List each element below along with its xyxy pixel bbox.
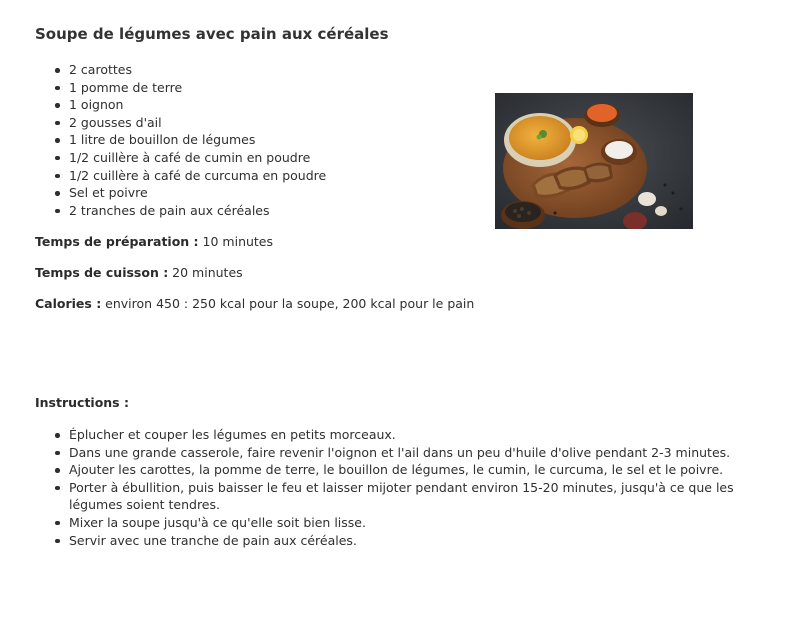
prep-time: [35, 234, 273, 249]
calories-value: environ 450 : 250 kcal pour la soupe, 200 kcal pour le pain: [101, 296, 475, 311]
ingredient-item: 1/2 cuillère à café de cumin en poudre: [35, 149, 455, 167]
cook-time: [35, 265, 243, 280]
ingredient-item: 1 pomme de terre: [35, 79, 455, 97]
ingredient-item: 2 gousses d'ail: [35, 114, 455, 132]
calories-label: Calories :: [35, 296, 102, 311]
ingredient-item: 1 oignon: [35, 96, 455, 114]
ingredient-item: Sel et poivre: [35, 184, 455, 202]
instruction-step: Éplucher et couper les légumes en petits morceaux.: [35, 426, 765, 444]
recipe-title: Soupe de légumes avec pain aux céréales: [35, 25, 389, 43]
ingredient-item: 1 litre de bouillon de légumes: [35, 131, 455, 149]
cook-time-label: Temps de cuisson :: [35, 265, 169, 280]
ingredient-item: 1/2 cuillère à café de curcuma en poudre: [35, 167, 455, 185]
ingredient-item: 2 carottes: [35, 61, 455, 79]
instruction-list: [35, 426, 765, 549]
instruction-step: Mixer la soupe jusqu'à ce qu'elle soit bien lisse.: [35, 514, 765, 532]
instruction-step: Servir avec une tranche de pain aux céréales.: [35, 532, 765, 550]
soup-photo: [495, 93, 693, 229]
calories: [35, 296, 474, 311]
ingredient-list: [35, 61, 455, 219]
instruction-step: Porter à ébullition, puis baisser le feu et laisser mijoter pendant environ 15-20 minutes, jusqu'à ce que les légumes soient tendres.: [35, 479, 765, 514]
prep-time-value: 10 minutes: [198, 234, 274, 249]
instruction-step: Ajouter les carottes, la pomme de terre, le bouillon de légumes, le cumin, le curcuma, le sel et le poivre.: [35, 461, 765, 479]
instruction-step: Dans une grande casserole, faire revenir l'oignon et l'ail dans un peu d'huile d'olive pendant 2-3 minutes.: [35, 444, 765, 462]
cook-time-value: 20 minutes: [168, 265, 243, 280]
instructions-heading: Instructions :: [35, 395, 129, 410]
ingredient-item: 2 tranches de pain aux céréales: [35, 202, 455, 220]
prep-time-label: Temps de préparation :: [35, 234, 199, 249]
